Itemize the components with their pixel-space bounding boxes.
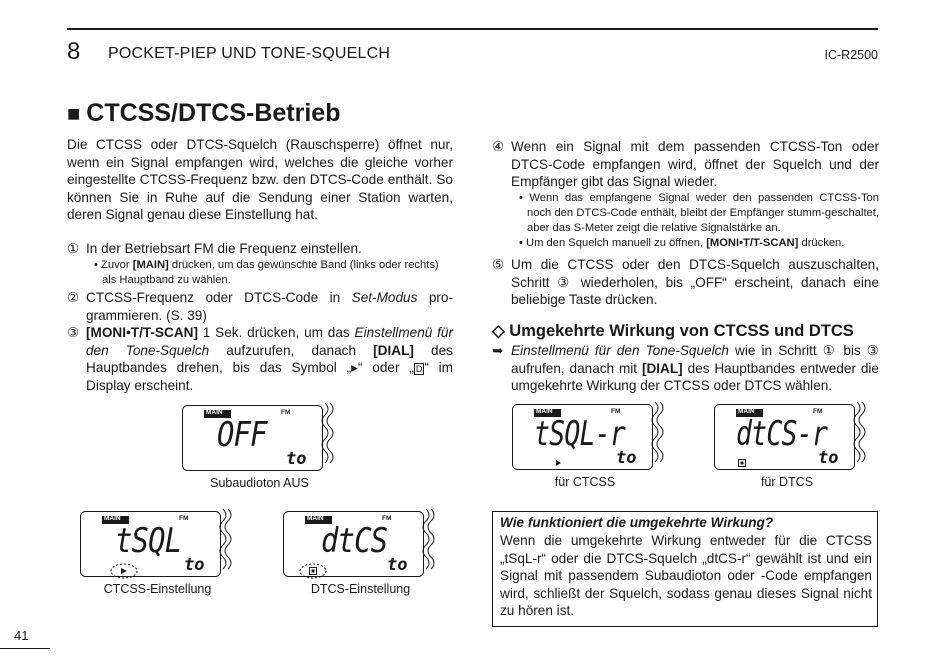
lcd-main-text: OFF	[217, 415, 267, 455]
lcd-main-text: dtCS	[321, 521, 388, 561]
lcd-display-off	[182, 401, 337, 478]
page-number: 41	[14, 628, 29, 643]
arrow-icon: ➥	[492, 343, 504, 358]
lcd-display-dtcs	[283, 507, 438, 584]
square-bullet-icon: ■	[67, 101, 81, 126]
step-1: ① In der Betriebsart FM die Frequenz einstellen. • Zuvor [MAIN] drücken, um das gewünschte Band (links oder rechts) als Hauptband zu wählen.	[67, 240, 453, 288]
page-number-rule	[0, 648, 50, 649]
lcd-small-text: to	[616, 448, 637, 468]
step-4: ④ Wenn ein Signal mit dem passenden CTCSS-Ton oder DTCS-Code empfangen wird, öffnet der Squelch und der Empfänger gibt das Signal wieder. • Wenn das empfangene Signal weder den passenden CTCSS-Ton noch den DTCS-Code enthält, bleibt der Empfänger stumm-geschaltet, aber das S-Meter zeigt die relative Signalstärke an. • Um den Squelch manuell zu öffnen, [MONI•T/T-SCAN] drücken.	[492, 139, 879, 249]
step-2: ② CTCSS-Frequenz oder DTCS-Code in Set-Modus pro-grammieren. (S. 39)	[67, 290, 453, 323]
caption-off: Subaudioton AUS	[210, 476, 309, 490]
step-1-note: • Zuvor [MAIN] drücken, um das gewünschte Band (links oder rechts) als Hauptband zu wählen.	[94, 258, 439, 286]
step-4-note-1: • Wenn das empfangene Signal weder den passenden CTCSS-Ton noch den DTCS-Code enthält, bleibt der Empfänger stumm-geschaltet, aber das S-Meter zeigt die relative Signalstärke an.	[519, 191, 879, 234]
intro-paragraph: Die CTCSS oder DTCS-Squelch (Rauschsperre) öffnet nur, wenn ein Signal empfangen wird, welches die gleiche vorher eingestellte CTCSS-Frequenz bzw. den DTCS-Code enthält. So können Sie in Ruhe auf die Sendung einer Station warten, deren Signal genau diese Einstellung hat.	[67, 137, 453, 222]
main-indicator: MAIN	[536, 408, 553, 415]
reverse-instruction: ➥ Einstellmenü für den Tone-Squelch wie in Schritt ① bis ③ aufrufen, danach mit [DIAL] des Hauptbandes entweder die umgekehrte Wirkung der CTCSS oder DTCS wählen.	[492, 343, 879, 393]
chapter-number: 8	[67, 38, 81, 65]
step-4-note-2: • Um den Squelch manuell zu öffnen, [MONI•T/T-SCAN] drücken.	[519, 236, 845, 249]
lcd-display-tsql-r	[512, 400, 667, 477]
info-box-title: Wie funktioniert die umgekehrte Wirkung?	[500, 515, 774, 530]
fm-indicator: FM	[611, 408, 621, 415]
lcd-small-text: to	[387, 555, 408, 575]
lcd-display-dtcs-r	[714, 400, 869, 477]
fm-indicator: FM	[382, 515, 392, 522]
info-box-text: Wenn die umgekehrte Wirkung entweder für die CTCSS „tSqL-r“ oder die DTCS-Squelch „dtCS-r“ gewählt ist und ein Signal mit passendem Subaudioton oder -Code empfangen wird, schließt der Squelch, sodass genau dieses Signal nicht zu hören ist.	[500, 533, 872, 618]
dtcs-symbol-icon: D	[415, 364, 423, 374]
caption-tsql-r: für CTCSS	[554, 475, 616, 489]
reverse-subsection-title: ◇ Umgekehrte Wirkung von CTCSS und DTCS	[492, 322, 854, 340]
lcd-small-text: to	[286, 449, 307, 469]
caption-tsql: CTCSS-Einstellung	[103, 582, 212, 596]
main-indicator: MAIN	[206, 409, 223, 416]
lcd-main-text: tSQL-r	[534, 414, 626, 454]
lcd-small-text: to	[818, 448, 839, 468]
tone-symbol-icon: ▸	[351, 360, 358, 375]
main-indicator: MAIN	[104, 515, 121, 522]
lcd-display-tsql	[80, 507, 235, 584]
main-indicator: MAIN	[307, 515, 324, 522]
fm-indicator: FM	[281, 409, 291, 416]
main-indicator: MAIN	[738, 408, 755, 415]
section-title: ■ CTCSS/DTCS-Betrieb	[67, 99, 341, 127]
lcd-main-text: dtCS-r	[736, 414, 828, 454]
model-name: IC-R2500	[824, 48, 878, 62]
step-5: ⑤ Um die CTCSS oder den DTCS-Squelch auszuschalten, Schritt ③ wiederholen, bis „OFF“ erscheint, danach eine beliebige Taste drücken.	[492, 257, 879, 307]
caption-dtcs-r: für DTCS	[760, 475, 814, 489]
chapter-title: POCKET-PIEP UND TONE-SQUELCH	[108, 45, 391, 62]
header-rule	[67, 28, 878, 30]
lcd-main-text: tSQL	[115, 521, 182, 561]
caption-dtcs: DTCS-Einstellung	[310, 582, 411, 596]
step-3: ③ [MONI•T/T-SCAN] 1 Sek. drücken, um das Einstellmenü für den Tone-Squelch aufzurufen, danach [DIAL] des Hauptbandes drehen, bis das Symbol „▸“ oder „ D “ im Display erscheint.	[67, 325, 453, 393]
fm-indicator: FM	[179, 515, 189, 522]
fm-indicator: FM	[813, 408, 823, 415]
lcd-small-text: to	[184, 555, 205, 575]
